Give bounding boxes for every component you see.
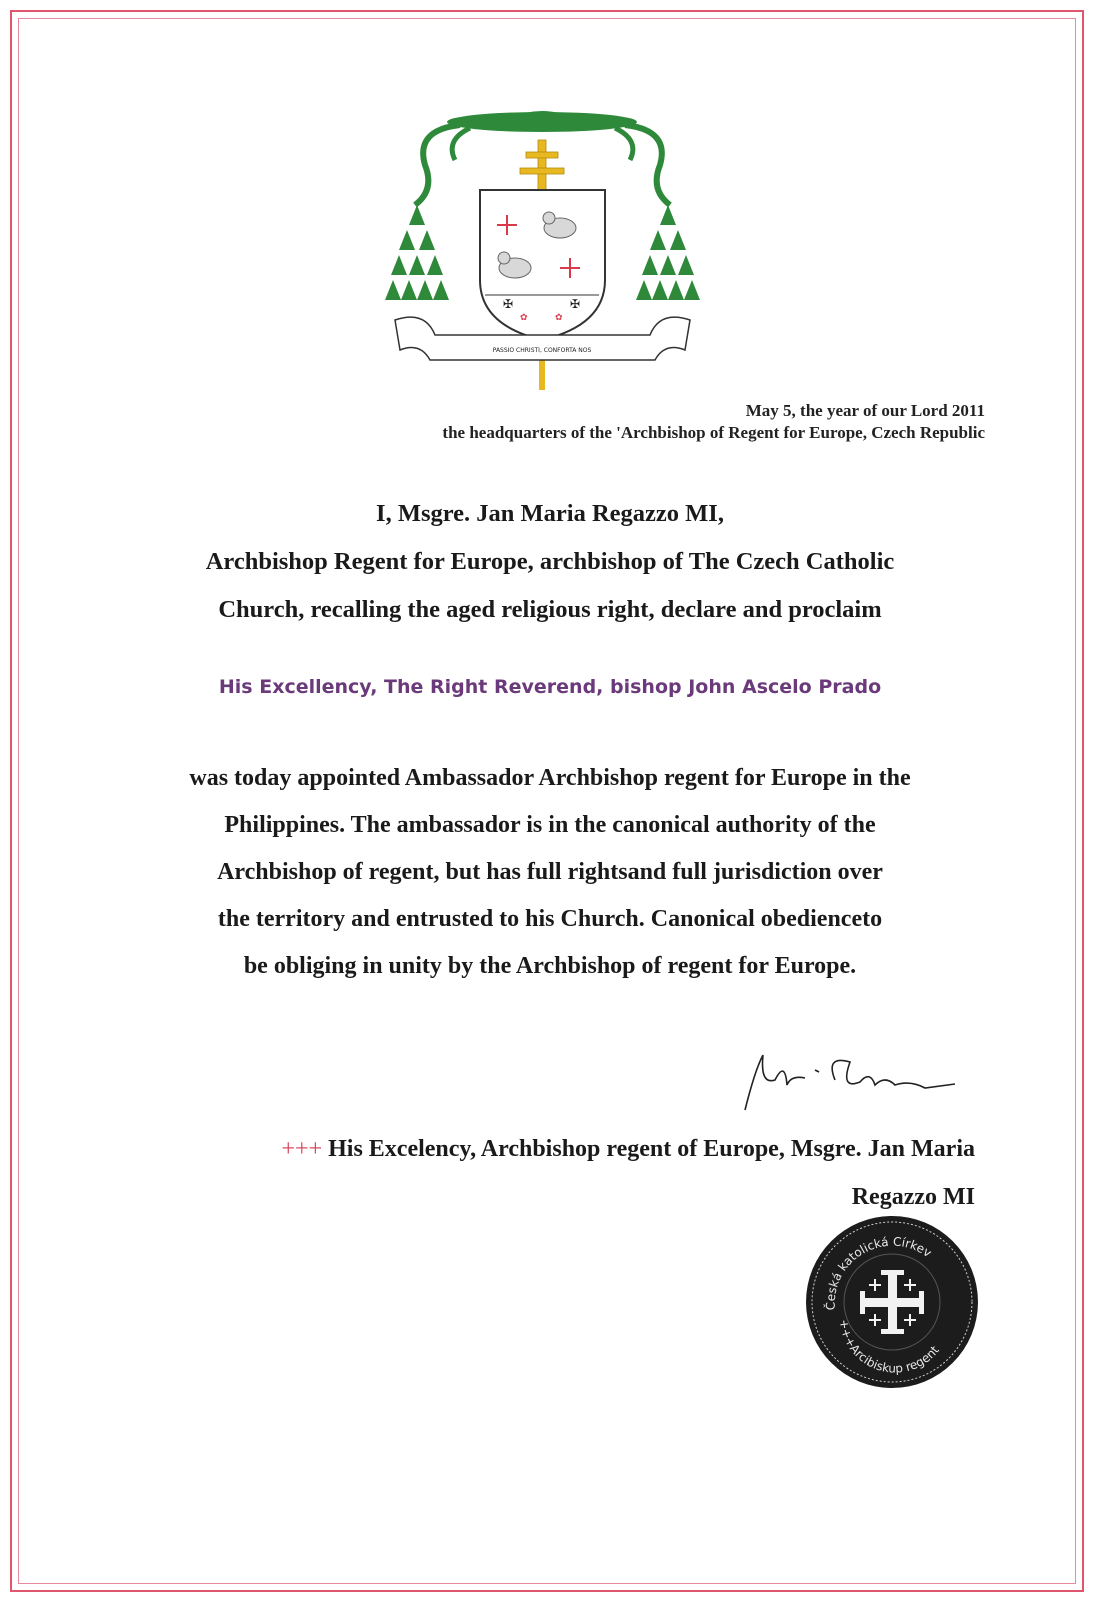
dateline — [442, 400, 985, 444]
intro-line: Church, recalling the aged religious right, declare and proclaim — [218, 596, 882, 623]
body-line: Archbishop of regent, but has full rightsand full jurisdiction over — [217, 859, 883, 885]
seal-text-top: Česká katolická Církev — [823, 1234, 935, 1311]
seal-text-bottom: +++Arcibiskup regent — [836, 1318, 942, 1376]
body-line: be obliging in unity by the Archbishop of regent for Europe. — [243, 953, 857, 979]
signatory-line-2: Regazzo MI — [851, 1184, 975, 1210]
svg-text:✿: ✿ — [520, 313, 528, 323]
honoree-name: His Excellency, The Right Reverend, bishop John Ascelo Prado — [218, 676, 882, 698]
date-line: May 5, the year of our Lord 2011 — [745, 401, 985, 420]
appointment-paragraph — [60, 755, 1040, 990]
body-line: the territory and entrusted to his Church. Canonical obedienceto — [217, 906, 883, 932]
signatory-line-1: His Excelency, Archbishop regent of Europe, Msgre. Jan Maria — [322, 1136, 975, 1162]
coat-of-arms-emblem — [385, 80, 700, 405]
body-line: was today appointed Ambassador Archbishop regent for Europe in the — [189, 765, 911, 791]
svg-text:✠: ✠ — [503, 297, 514, 311]
body-line: Philippines. The ambassador is in the canonical authority of the — [224, 812, 876, 838]
intro-line: I, Msgre. Jan Maria Regazzo MI, — [376, 500, 724, 527]
handwritten-signature — [725, 1040, 965, 1125]
intro-line: Archbishop Regent for Europe, archbishop of The Czech Catholic — [205, 548, 895, 575]
intro-paragraph — [60, 490, 1040, 634]
svg-text:✿: ✿ — [555, 313, 563, 323]
svg-text:✠: ✠ — [570, 297, 581, 311]
place-line: the headquarters of the 'Archbishop of Regent for Europe, Czech Republic — [442, 423, 985, 442]
triple-cross-mark: +++ — [281, 1136, 323, 1162]
signatory-block — [75, 1125, 975, 1221]
motto-text: PASSIO CHRISTI, CONFORTA NOS — [492, 347, 592, 354]
official-seal-stamp — [805, 1215, 980, 1390]
